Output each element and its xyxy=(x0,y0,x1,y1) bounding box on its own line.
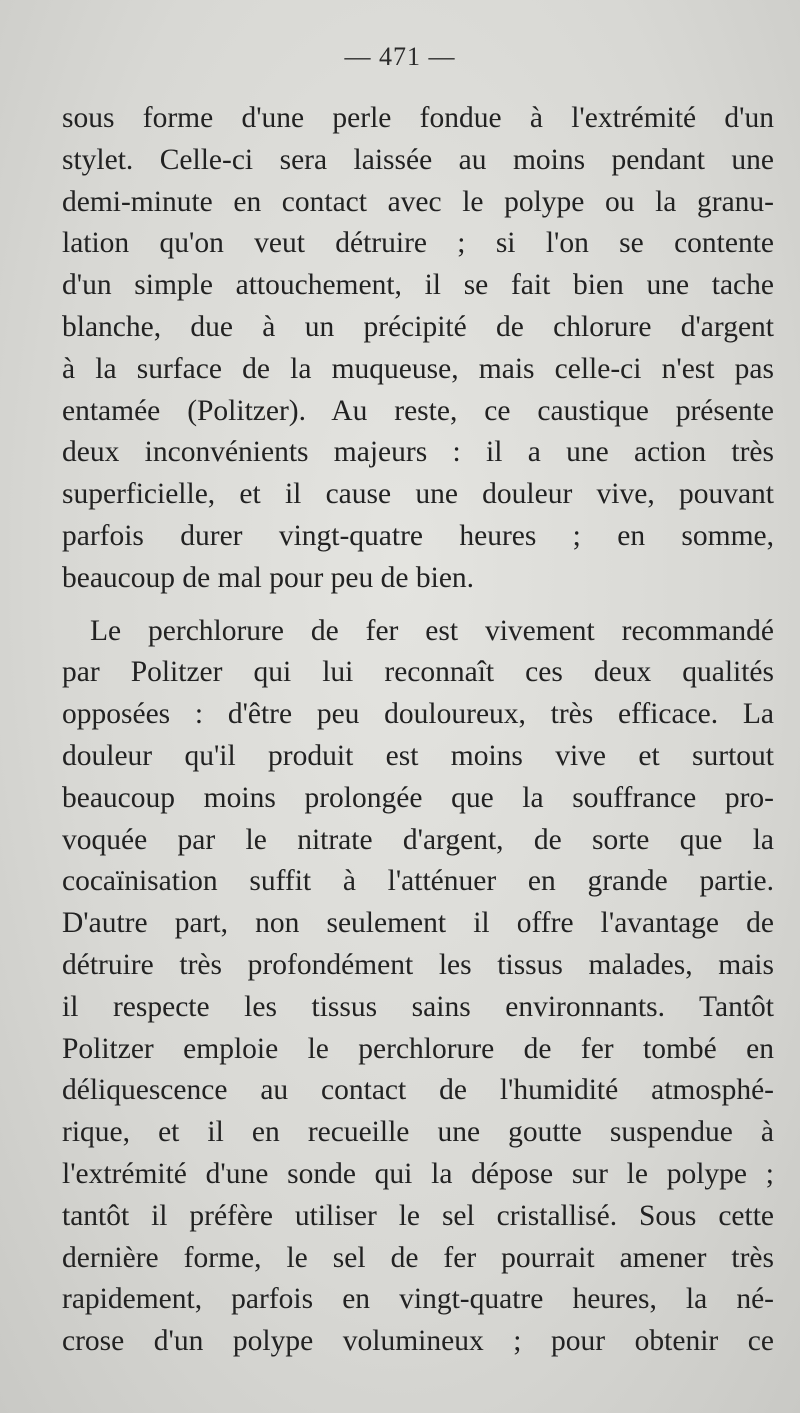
text-line: l'extrémité d'une sonde qui la dépose sur le polype ; xyxy=(62,1157,774,1190)
text-line: crose d'un polype volumineux ; pour obtenir ce xyxy=(62,1325,774,1358)
text-line: rique, et il en recueille une goutte suspendue à xyxy=(62,1116,774,1149)
text-line: entamée (Politzer). Au reste, ce caustique présente xyxy=(62,394,774,427)
text-line: parfois durer vingt-quatre heures ; en somme, xyxy=(62,519,774,552)
text-line: Le perchlorure de fer est vivement recommandé xyxy=(90,614,774,647)
text-line: demi-minute en contact avec le polype ou la granu- xyxy=(62,185,774,218)
text-line: tantôt il préfère utiliser le sel cristallisé. Sous cette xyxy=(62,1199,774,1232)
text-line: D'autre part, non seulement il offre l'avantage de xyxy=(62,907,774,940)
paragraph-1 xyxy=(62,98,774,600)
text-line: par Politzer qui lui reconnaît ces deux qualités xyxy=(62,656,774,689)
body-text xyxy=(62,98,774,1363)
text-line: blanche, due à un précipité de chlorure d'argent xyxy=(62,310,774,343)
text-line: lation qu'on veut détruire ; si l'on se contente xyxy=(62,227,774,260)
text-line: beaucoup moins prolongée que la souffrance pro- xyxy=(62,781,774,814)
text-line: opposées : d'être peu douloureux, très efficace. La xyxy=(62,698,774,731)
text-line: il respecte les tissus sains environnants. Tantôt xyxy=(62,990,774,1023)
text-line: détruire très profondément les tissus malades, mais xyxy=(62,948,774,981)
text-line: à la surface de la muqueuse, mais celle-ci n'est pas xyxy=(62,352,774,385)
text-line: voquée par le nitrate d'argent, de sorte que la xyxy=(62,823,774,856)
text-line: rapidement, parfois en vingt-quatre heures, la né- xyxy=(62,1283,774,1316)
text-line: douleur qu'il produit est moins vive et surtout xyxy=(62,739,774,772)
page-number: — 471 — xyxy=(344,42,456,71)
text-line: superficielle, et il cause une douleur vive, pouvant xyxy=(62,478,774,511)
text-line: Politzer emploie le perchlorure de fer tombé en xyxy=(62,1032,774,1065)
text-line: cocaïnisation suffit à l'atténuer en grande partie. xyxy=(62,865,774,898)
text-line: stylet. Celle-ci sera laissée au moins pendant une xyxy=(62,143,774,176)
text-line: deux inconvénients majeurs : il a une action très xyxy=(62,436,774,469)
text-line: beaucoup de mal pour peu de bien. xyxy=(62,561,475,594)
text-line: sous forme d'une perle fondue à l'extrémité d'un xyxy=(62,102,774,134)
paragraph-2 xyxy=(62,611,774,1363)
text-line: dernière forme, le sel de fer pourrait amener très xyxy=(62,1241,774,1274)
text-line: déliquescence au contact de l'humidité atmosphé- xyxy=(62,1074,774,1107)
text-line: d'un simple attouchement, il se fait bien une tache xyxy=(62,269,774,302)
paragraph-gap xyxy=(62,600,774,611)
